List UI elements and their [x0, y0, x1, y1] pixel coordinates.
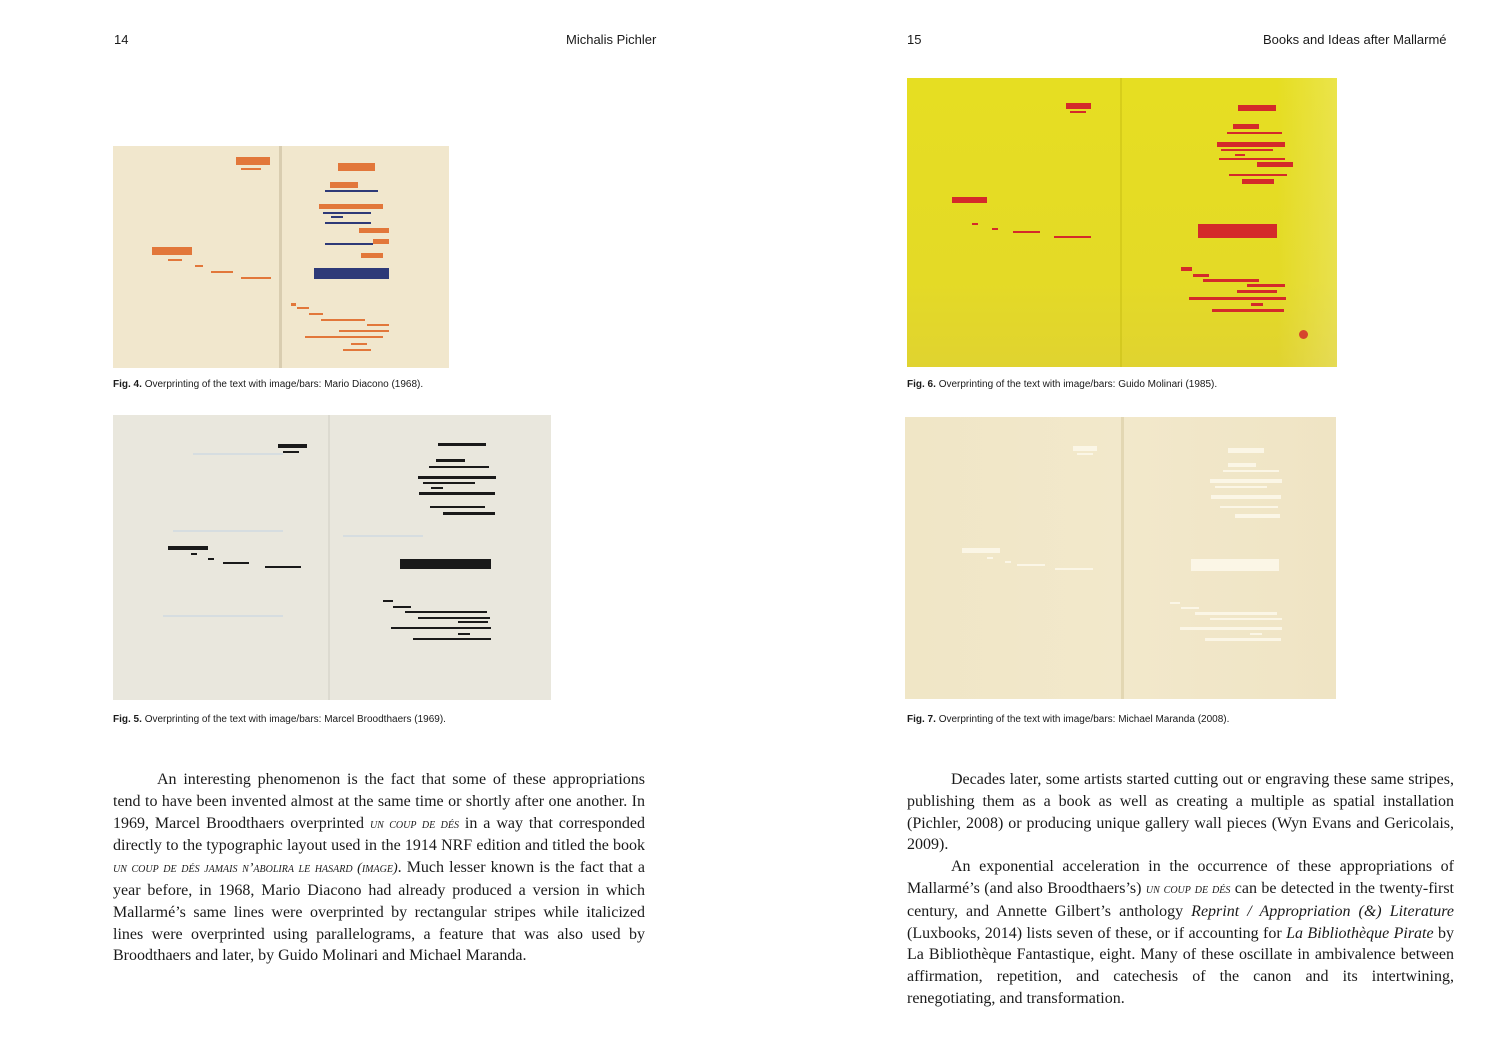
overprint-bar: [1229, 174, 1287, 176]
figure-broodthaers: [113, 415, 551, 700]
overprint-bar: [223, 562, 249, 564]
overprint-bar: [429, 466, 489, 468]
page-number-left: 14: [114, 32, 129, 47]
overprint-bar: [1223, 470, 1279, 472]
overprint-bar: [325, 243, 373, 245]
caption-fig6-text: Overprinting of the text with image/bars: Guido Molinari (1985).: [938, 379, 1218, 390]
overprint-bar: [1247, 284, 1285, 287]
title-small-caps: un coup de dés: [1145, 881, 1231, 897]
overprint-bar: [1219, 158, 1285, 160]
text-run: An exponential acceleration in the occurrence of these appropriations of Mallarmé’s (and also Broodthaers’s): [907, 858, 1454, 897]
caption-fig4-label: Fig. 4.: [113, 379, 142, 390]
overprint-bar: [168, 259, 182, 261]
overprint-bar: [405, 611, 487, 613]
caption-fig6: [907, 379, 1217, 390]
overprint-bar: [1198, 224, 1277, 238]
caption-fig7: [907, 714, 1229, 725]
caption-fig5: [113, 714, 446, 725]
figure-molinari: [907, 78, 1337, 367]
overprint-bar: [168, 546, 208, 550]
overprint-bar: [208, 558, 214, 560]
overprint-bar: [383, 600, 393, 602]
overprint-bar: [418, 617, 490, 619]
overprint-bar: [431, 487, 443, 489]
overprint-bar: [1195, 612, 1277, 615]
overprint-bar: [1242, 179, 1274, 184]
overprint-bar: [962, 548, 1000, 553]
overprint-bar: [1210, 479, 1282, 483]
overprint-bar: [1228, 448, 1264, 453]
overprint-bar: [1250, 633, 1262, 635]
overprint-bar: [195, 265, 203, 267]
caption-fig4-text: Overprinting of the text with image/bars: Mario Diacono (1968).: [144, 379, 424, 390]
book-spine: [1121, 417, 1124, 699]
caption-fig4: [113, 379, 423, 390]
overprint-bar: [952, 197, 987, 203]
overprint-bar: [1237, 290, 1277, 293]
overprint-bar: [987, 557, 993, 559]
text-run: by La Bibliothèque Fantastique, eight. Many of these oscillate in ambivalence between affirmation, repetition, and catechesis of the canon and its intertwining, renegotiating, and transformation.: [907, 924, 1455, 1007]
overprint-bar: [1228, 463, 1256, 467]
overprint-bar: [321, 319, 365, 321]
text-run: (Luxbooks, 2014) lists seven of these, or if accounting for: [907, 924, 1287, 942]
overprint-bar: [1220, 506, 1278, 508]
title-small-caps: un coup de dés jamais n’abolira le hasard (image): [113, 861, 398, 877]
overprint-bar: [359, 228, 389, 233]
overprint-bar: [1257, 162, 1293, 167]
caption-fig7-text: Overprinting of the text with image/bars: Michael Maranda (2008).: [938, 714, 1230, 725]
overprint-bar: [1170, 602, 1180, 604]
paragraph: [113, 769, 645, 967]
overprint-bar: [1066, 103, 1091, 109]
overprint-bar: [391, 627, 491, 629]
overprint-bar: [330, 182, 358, 188]
overprint-bar: [1054, 236, 1091, 238]
overprint-bar: [367, 324, 389, 326]
overprint-bar: [323, 212, 371, 214]
caption-fig6-label: Fig. 6.: [907, 379, 936, 390]
overprint-bar: [211, 271, 233, 273]
running-head-right: Books and Ideas after Mallarmé: [1263, 32, 1447, 47]
running-head-left: Michalis Pichler: [566, 32, 657, 47]
overprint-bar: [1191, 559, 1279, 571]
overprint-bar: [343, 535, 423, 537]
overprint-bar: [413, 638, 491, 640]
text-run: can be detected in the twenty-first century, and Annette Gilbert’s anthology: [907, 879, 1454, 920]
overprint-bar: [325, 190, 378, 192]
body-text-right: [907, 769, 1454, 1010]
overprint-bar: [236, 157, 270, 165]
paragraph: [907, 769, 1454, 856]
overprint-bar: [325, 222, 371, 224]
text-run: in a way that corresponded directly to the typographic layout used in the 1914 NRF edition and titled the book: [113, 814, 645, 855]
overprint-bar: [305, 336, 383, 338]
overprint-bar: [343, 349, 371, 351]
text-run: An interesting phenomenon is the fact that some of these appropriations tend to have been invented almost at the same time or shortly after one another. In 1969, Marcel Broodthaers overprinted: [113, 771, 645, 832]
overprint-bar: [1235, 154, 1245, 156]
overprint-bar: [265, 566, 301, 568]
title-italic: La Bibliothèque Pirate: [1286, 924, 1434, 942]
overprint-bar: [1077, 453, 1093, 455]
overprint-bar: [193, 453, 283, 455]
overprint-bar: [241, 168, 261, 170]
overprint-bar: [1180, 627, 1282, 630]
overprint-bar: [1299, 330, 1308, 339]
overprint-bar: [191, 553, 197, 555]
overprint-bar: [1233, 124, 1259, 129]
overprint-bar: [436, 459, 465, 462]
overprint-bar: [338, 163, 375, 171]
book-spine: [328, 415, 330, 700]
overprint-bar: [418, 476, 496, 479]
overprint-bar: [438, 443, 486, 446]
overprint-bar: [361, 253, 383, 258]
overprint-bar: [1189, 297, 1286, 300]
overprint-bar: [291, 303, 296, 306]
title-italic: Reprint / Appropriation (&) Literature: [1191, 902, 1454, 920]
title-small-caps: un coup de dés: [369, 816, 459, 832]
overprint-bar: [430, 506, 485, 508]
overprint-bar: [1227, 132, 1282, 134]
figure-diacono: [113, 146, 449, 368]
overprint-bar: [1070, 111, 1086, 113]
page-number-right: 15: [907, 32, 922, 47]
overprint-bar: [1238, 105, 1276, 111]
overprint-bar: [331, 216, 343, 218]
text-run: Decades later, some artists started cutting out or engraving these same stripes, publishing them as a book as well as creating a multiple as spatial installation (Pichler, 2008) or producing unique gallery wall pieces (Wyn Evans and Gericolais, 2009).: [907, 771, 1454, 854]
overprint-bar: [1055, 568, 1093, 570]
overprint-bar: [1251, 303, 1263, 306]
text-run: . Much lesser known is the fact that a year before, in 1968, Mario Diacono had already produced a version in which Mallarmé’s same lines were overprinted by rectangular stripes while italicized lines were overprinted using parallelograms, a feature that was also used by Broodthaers and later, by Guido Molinari and Michael Maranda.: [113, 859, 645, 965]
overprint-bar: [1193, 274, 1209, 277]
overprint-bar: [241, 277, 271, 279]
overprint-bar: [423, 482, 475, 484]
overprint-bar: [1235, 514, 1280, 518]
overprint-bar: [339, 330, 389, 332]
overprint-bar: [1217, 142, 1285, 147]
overprint-bar: [1073, 446, 1097, 451]
overprint-bar: [373, 239, 389, 244]
overprint-bar: [163, 615, 283, 617]
caption-fig5-label: Fig. 5.: [113, 714, 142, 725]
overprint-bar: [278, 444, 307, 448]
overprint-bar: [1210, 618, 1282, 620]
overprint-bar: [297, 307, 309, 309]
overprint-bar: [1005, 561, 1011, 563]
overprint-bar: [319, 204, 383, 209]
overprint-bar: [1181, 267, 1192, 271]
overprint-bar: [1205, 638, 1281, 641]
overprint-bar: [419, 492, 495, 495]
overprint-bar: [1221, 149, 1273, 151]
overprint-bar: [1181, 607, 1199, 609]
overprint-bar: [1212, 309, 1284, 312]
overprint-bar: [458, 621, 488, 623]
book-spine: [279, 146, 282, 368]
figure-maranda: [905, 417, 1336, 699]
overprint-bar: [1203, 279, 1259, 282]
overprint-bar: [400, 559, 491, 569]
overprint-bar: [314, 268, 389, 279]
paragraph: [907, 856, 1454, 1010]
overprint-bar: [972, 223, 978, 225]
overprint-bar: [393, 606, 411, 608]
overprint-bar: [351, 343, 367, 345]
body-text-left: [113, 769, 645, 967]
overprint-bar: [173, 530, 283, 532]
overprint-bar: [309, 313, 323, 315]
book-spine: [1120, 78, 1122, 367]
overprint-bar: [1211, 495, 1281, 499]
caption-fig5-text: Overprinting of the text with image/bars: Marcel Broodthaers (1969).: [144, 714, 446, 725]
overprint-bar: [1013, 231, 1040, 233]
overprint-bar: [1215, 486, 1267, 488]
overprint-bar: [443, 512, 495, 515]
overprint-bar: [458, 633, 470, 635]
overprint-bar: [992, 228, 998, 230]
overprint-bar: [283, 451, 299, 453]
overprint-bar: [1017, 564, 1045, 566]
caption-fig7-label: Fig. 7.: [907, 714, 936, 725]
overprint-bar: [152, 247, 192, 255]
